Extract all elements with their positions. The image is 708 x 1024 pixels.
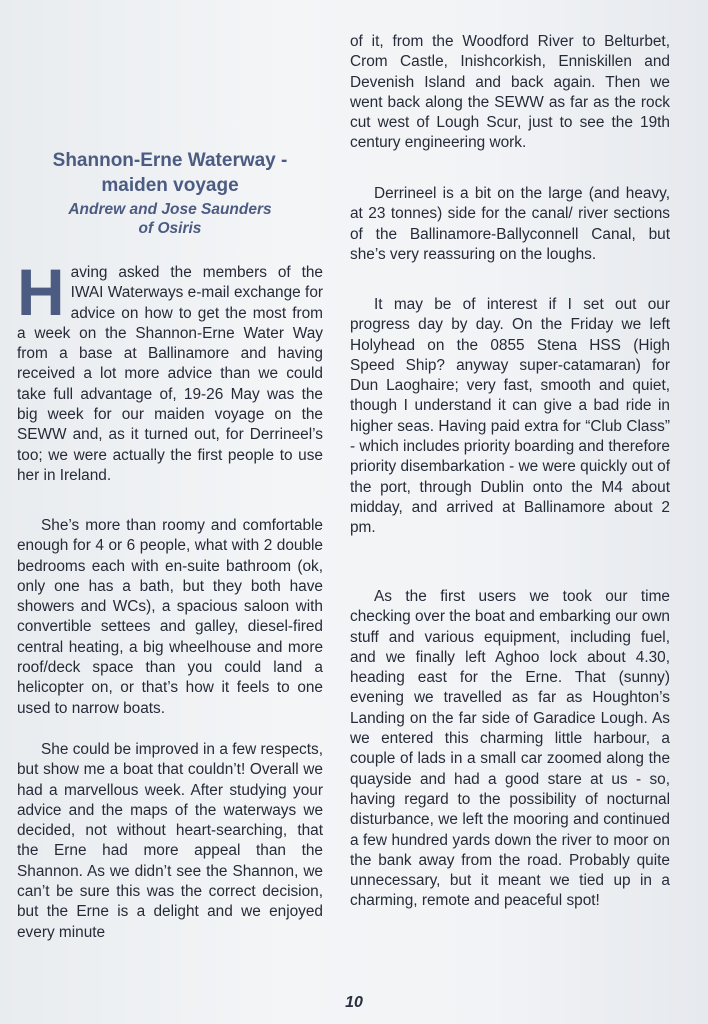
article-title xyxy=(17,148,323,198)
drop-cap: H xyxy=(17,255,65,329)
paragraph-5: It may be of interest if I set out our progress day by day. On the Friday we left Holyhead on the 0855 Stena HSS (High Speed Ship? anyway super-catamaran) for Dun Laoghaire; very fast, smooth and quiet, though I understand it can give a bad ride in higher seas. Having paid extra for “Club Class” - which includes priority boarding and therefore priority disembarkation - we were quickly out of the port, through Dublin onto the M4 about midday, and arrived at Ballinamore about 2 pm. xyxy=(350,296,670,537)
byline-line-2: of Osiris xyxy=(138,220,202,237)
article-byline xyxy=(17,200,323,238)
byline-line-1: Andrew and Jose Saunders xyxy=(68,201,272,218)
paragraph-6: As the first users we took our time checking over the boat and embarking our own stuff and various equipment, including fuel, and we finally left Aghoo lock about 4.30, heading east for the Erne. That (sunny) evening we travelled as far as Houghton’s Landing on the far side of Garadice Lough. As we entered this charming little harbour, a couple of lads in a small car zoomed along the quayside and had a good stare at us - so, having regard to the possibility of nocturnal disturbance, we left the mooring and continued a few hundred yards down the river to moor on the bank away from the road. Probably quite unnecessary, but it meant we tied up in a charming, remote and peaceful spot! xyxy=(350,588,670,910)
paragraph-3: She could be improved in a few respects, but show me a boat that couldn’t! Overall we had a marvellous week. After studying your advice and the maps of the waterways we decided, not without heart-searching, that the Erne had more appeal than the Shannon. As we didn’t see the Shannon, we can’t be sure this was the correct decision, but the Erne is a delight and we enjoyed every minute xyxy=(17,741,323,941)
paragraph-3-continued: of it, from the Woodford River to Belturbet, Crom Castle, Inishcorkish, Enniskillen and Devenish Island and back again. Then we went back along the SEWW as far as the rock cut west of Lough Scur, just to see the 19th century engineering work. xyxy=(350,33,670,152)
title-line-1: Shannon-Erne Waterway - xyxy=(52,150,288,171)
paragraph-1 xyxy=(17,255,323,486)
page-number: 10 xyxy=(345,994,363,1011)
paragraph-1-body: aving asked the members of the IWAI Waterways e-mail exchange for advice on how to get the most from a week on the Shannon-Erne Water Way from a base at Ballinamore and having received a lot more advice than we could take full advantage of, 19-26 May was the big week for our maiden voyage on the SEWW and, as it turned out, for Derrineel’s too; we were actually the first people to use her in Ireland. xyxy=(17,264,323,484)
title-line-2: maiden voyage xyxy=(101,175,239,196)
paragraph-1-text xyxy=(17,255,323,486)
article-header xyxy=(17,148,323,238)
paragraph-2: She’s more than roomy and comfortable enough for 4 or 6 people, what with 2 double bedrooms each with en-suite bathroom (ok, only one has a bath, but they both have showers and WCs), a spacious saloon with convertible settees and galley, diesel-fired central heating, a big wheelhouse and more roof/deck space than you could land a helicopter on, or that’s how it feels to one used to narrow boats. xyxy=(17,517,323,717)
paragraph-4: Derrineel is a bit on the large (and heavy, at 23 tonnes) side for the canal/ river sections of the Ballinamore-Ballyconnell Canal, but she’s very reassuring on the loughs. xyxy=(350,185,670,263)
